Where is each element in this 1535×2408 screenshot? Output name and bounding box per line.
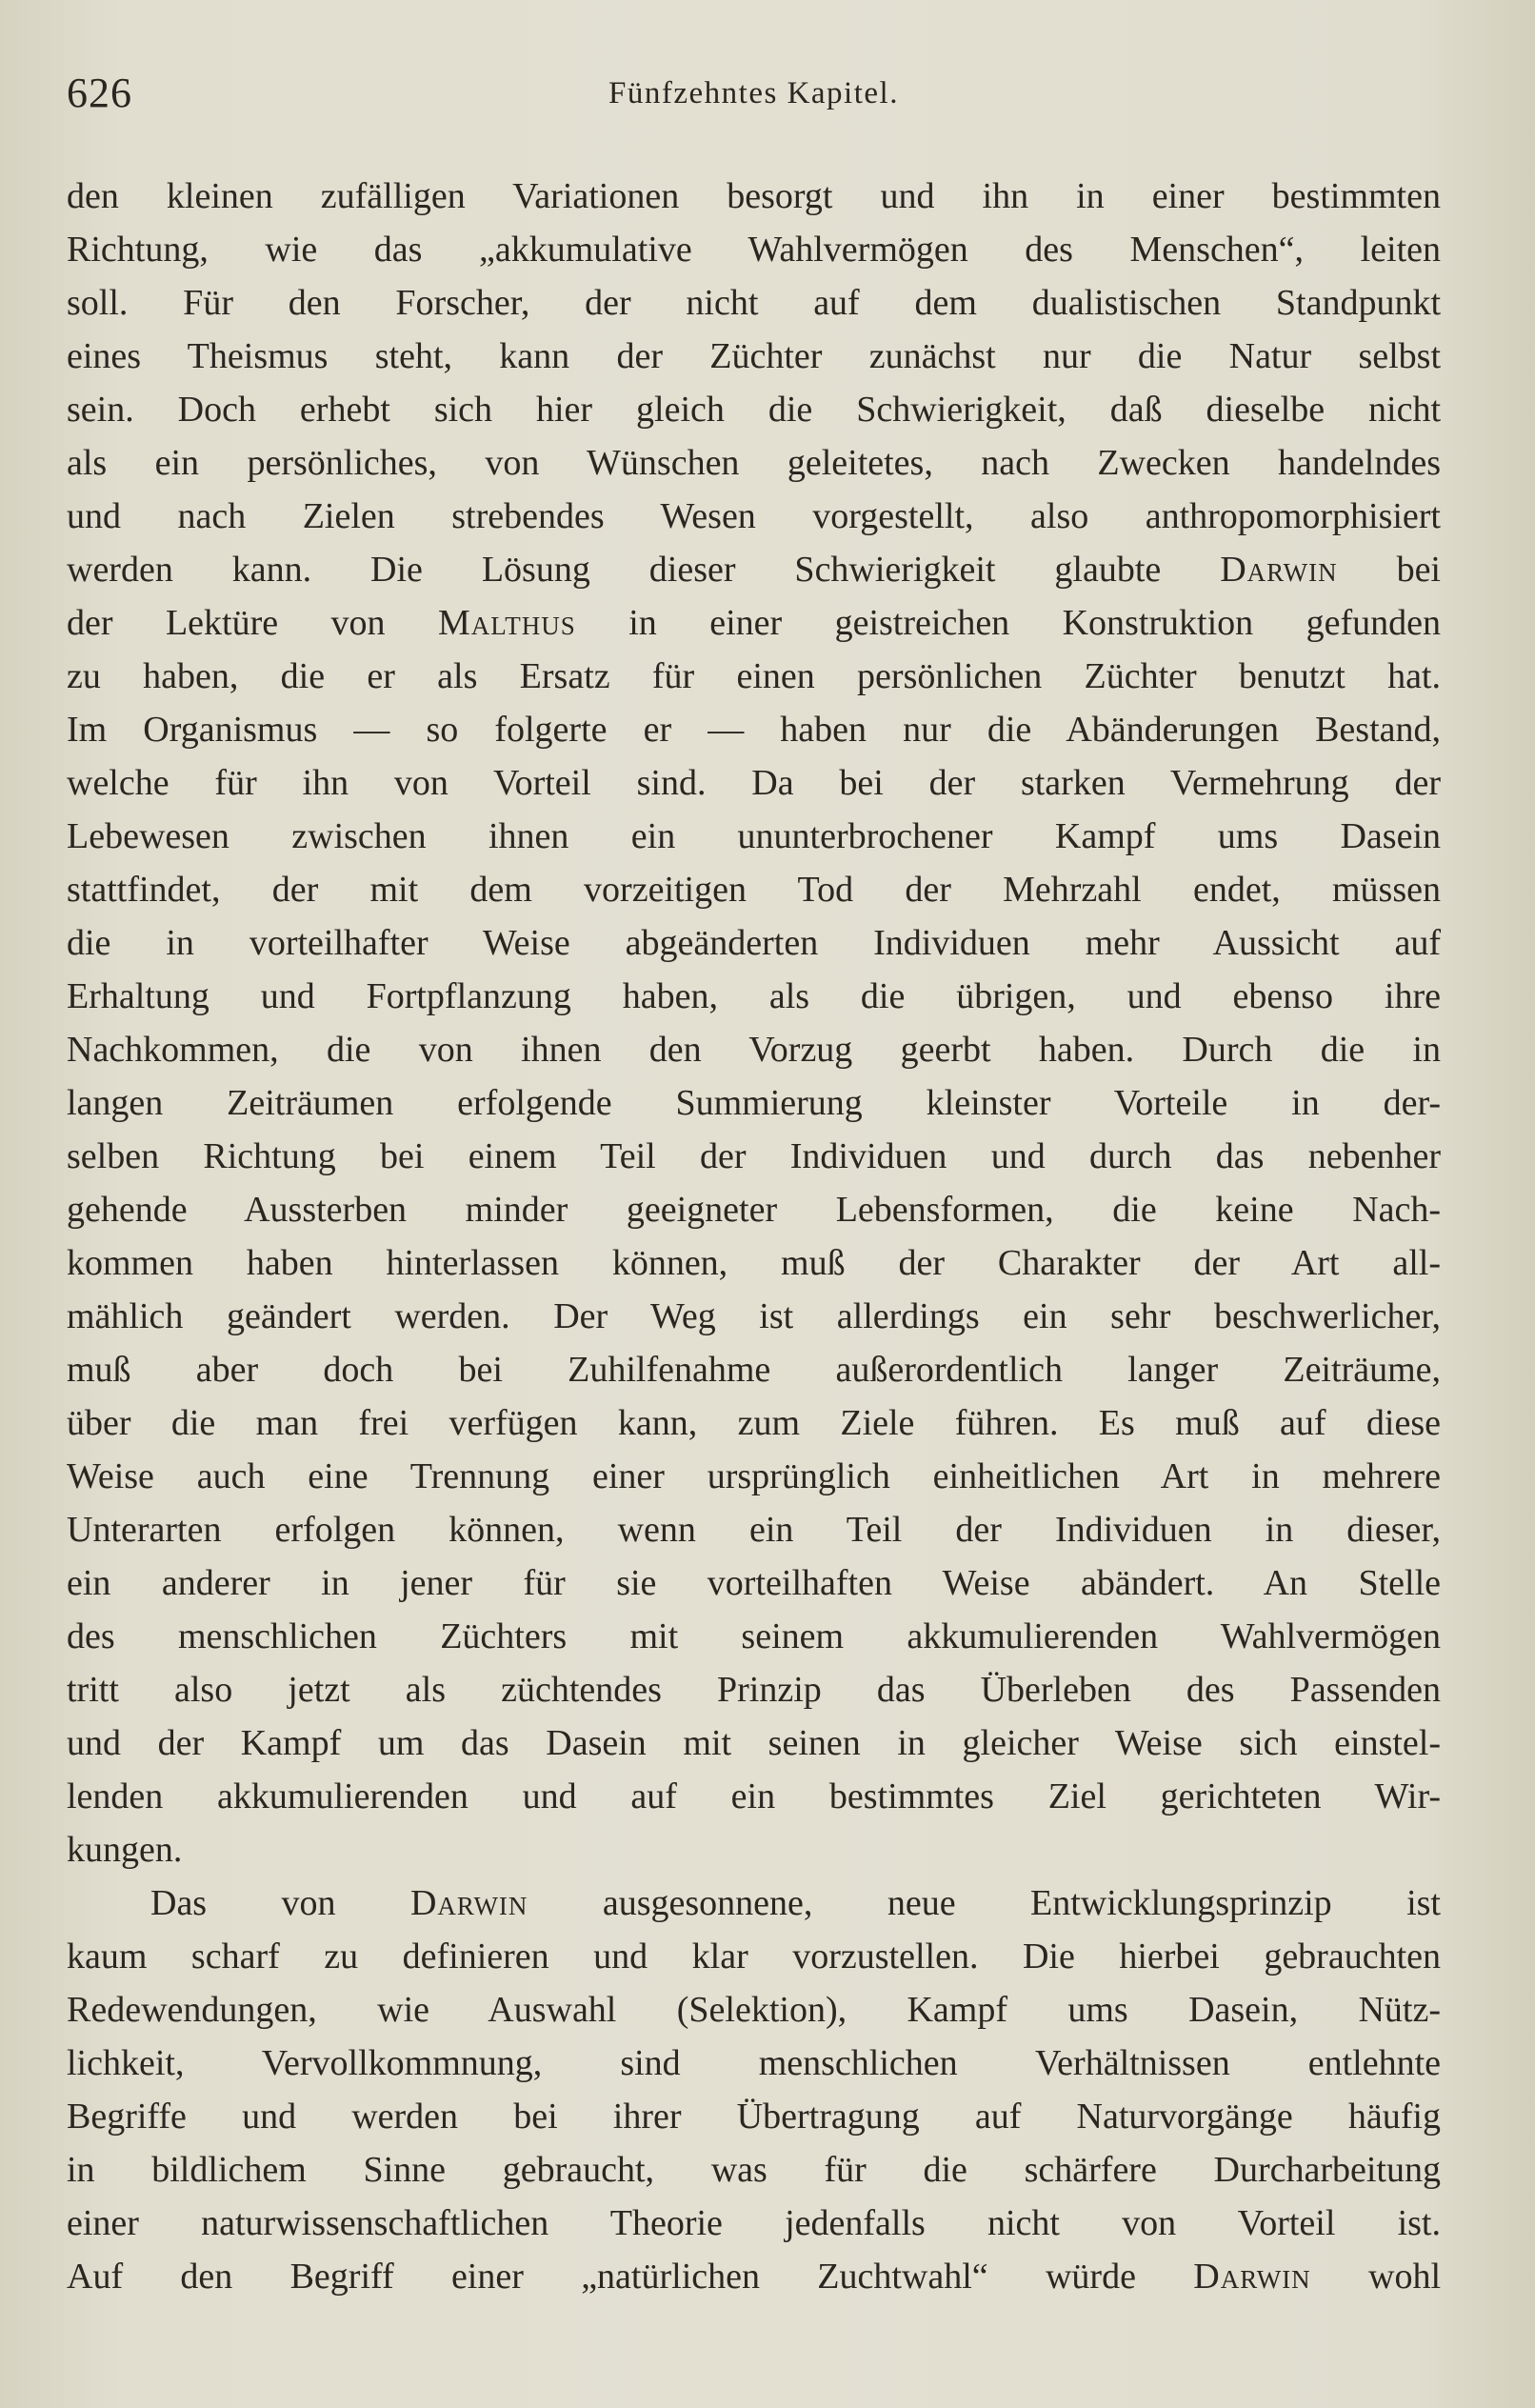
page-number: 626 <box>67 70 132 116</box>
text-line: Weise auch eine Trennung einer ursprünglich einheitlichen Art in mehrere <box>67 1456 1441 1496</box>
text-line: in bildlichem Sinne gebraucht, was für die schärfere Durcharbeitung <box>67 2150 1441 2190</box>
text-line: Erhaltung und Fortpflanzung haben, als die übrigen, und ebenso ihre <box>67 976 1441 1016</box>
text-line: eines Theismus steht, kann der Züchter zunächst nur die Natur selbst <box>67 336 1441 376</box>
text-line: Lebewesen zwischen ihnen ein ununterbrochener Kampf ums Dasein <box>67 816 1441 856</box>
text-line: den kleinen zufälligen Variationen besorgt und ihn in einer bestimmten <box>67 176 1441 216</box>
text-line: werden kann. Die Lösung dieser Schwierigkeit glaubte Darwin bei <box>67 550 1441 590</box>
author-name: Darwin <box>409 1883 528 1923</box>
author-name: Darwin <box>1193 2257 1311 2297</box>
text-line: lichkeit, Vervollkommnung, sind menschlichen Verhältnissen entlehnte <box>67 2043 1441 2083</box>
text-line: langen Zeiträumen erfolgende Summierung kleinster Vorteile in der- <box>67 1083 1441 1123</box>
text-line: Richtung, wie das „akkumulative Wahlvermögen des Menschen“, leiten <box>67 230 1441 270</box>
text-line: Redewendungen, wie Auswahl (Selektion), Kampf ums Dasein, Nütz- <box>67 1990 1441 2030</box>
text-line: stattfindet, der mit dem vorzeitigen Tod der Mehrzahl endet, müssen <box>67 870 1441 910</box>
text-line: und der Kampf um das Dasein mit seinen in gleicher Weise sich einstel- <box>67 1723 1441 1763</box>
text-line: gehende Aussterben minder geeigneter Lebensformen, die keine Nach- <box>67 1190 1441 1230</box>
chapter-title: Fünfzehntes Kapitel. <box>608 76 899 110</box>
text-line: Nachkommen, die von ihnen den Vorzug geerbt haben. Durch die in <box>67 1030 1441 1070</box>
text-line: kommen haben hinterlassen können, muß der Charakter der Art all- <box>67 1243 1441 1283</box>
text-line: sein. Doch erhebt sich hier gleich die Schwierigkeit, daß dieselbe nicht <box>67 390 1441 430</box>
text-line: tritt also jetzt als züchtendes Prinzip das Überleben des Passenden <box>67 1670 1441 1710</box>
text-line: Auf den Begriff einer „natürlichen Zuchtwahl“ würde Darwin wohl <box>67 2257 1441 2297</box>
text-line: Unterarten erfolgen können, wenn ein Teil der Individuen in dieser, <box>67 1510 1441 1550</box>
running-head <box>67 65 1441 122</box>
text-line: soll. Für den Forscher, der nicht auf dem dualistischen Standpunkt <box>67 283 1441 323</box>
text-line: über die man frei verfügen kann, zum Ziele führen. Es muß auf diese <box>67 1403 1441 1443</box>
text-line: lenden akkumulierenden und auf ein bestimmtes Ziel gerichteten Wir- <box>67 1776 1441 1816</box>
text-line: zu haben, die er als Ersatz für einen persönlichen Züchter benutzt hat. <box>67 656 1441 696</box>
author-name: Malthus <box>437 603 576 643</box>
text-line: Im Organismus — so folgerte er — haben nur die Abänderungen Bestand, <box>67 710 1441 750</box>
text-line: Das von Darwin ausgesonnene, neue Entwicklungsprinzip ist <box>150 1883 1441 1923</box>
text-line: als ein persönliches, von Wünschen geleitetes, nach Zwecken handelndes <box>67 443 1441 483</box>
body-text <box>67 170 1441 2303</box>
text-line: kaum scharf zu definieren und klar vorzustellen. Die hierbei gebrauchten <box>67 1936 1441 1977</box>
text-line: des menschlichen Züchters mit seinem akkumulierenden Wahlvermögen <box>67 1616 1441 1656</box>
text-line: ein anderer in jener für sie vorteilhaften Weise abändert. An Stelle <box>67 1563 1441 1603</box>
text-line: kungen. <box>67 1830 183 1870</box>
text-line: muß aber doch bei Zuhilfenahme außerordentlich langer Zeiträume, <box>67 1350 1441 1390</box>
text-line: einer naturwissenschaftlichen Theorie jedenfalls nicht von Vorteil ist. <box>67 2203 1441 2243</box>
text-line: und nach Zielen strebendes Wesen vorgestellt, also anthropomorphisiert <box>67 496 1441 536</box>
text-line: Begriffe und werden bei ihrer Übertragung auf Naturvorgänge häufig <box>67 2097 1441 2137</box>
text-line: mählich geändert werden. Der Weg ist allerdings ein sehr beschwerlicher, <box>67 1296 1441 1336</box>
text-line: welche für ihn von Vorteil sind. Da bei der starken Vermehrung der <box>67 763 1441 803</box>
text-line: selben Richtung bei einem Teil der Individuen und durch das nebenher <box>67 1136 1441 1176</box>
text-line: der Lektüre von Malthus in einer geistreichen Konstruktion gefunden <box>67 603 1441 643</box>
text-line: die in vorteilhafter Weise abgeänderten Individuen mehr Aussicht auf <box>67 923 1441 963</box>
author-name: Darwin <box>1220 550 1338 590</box>
